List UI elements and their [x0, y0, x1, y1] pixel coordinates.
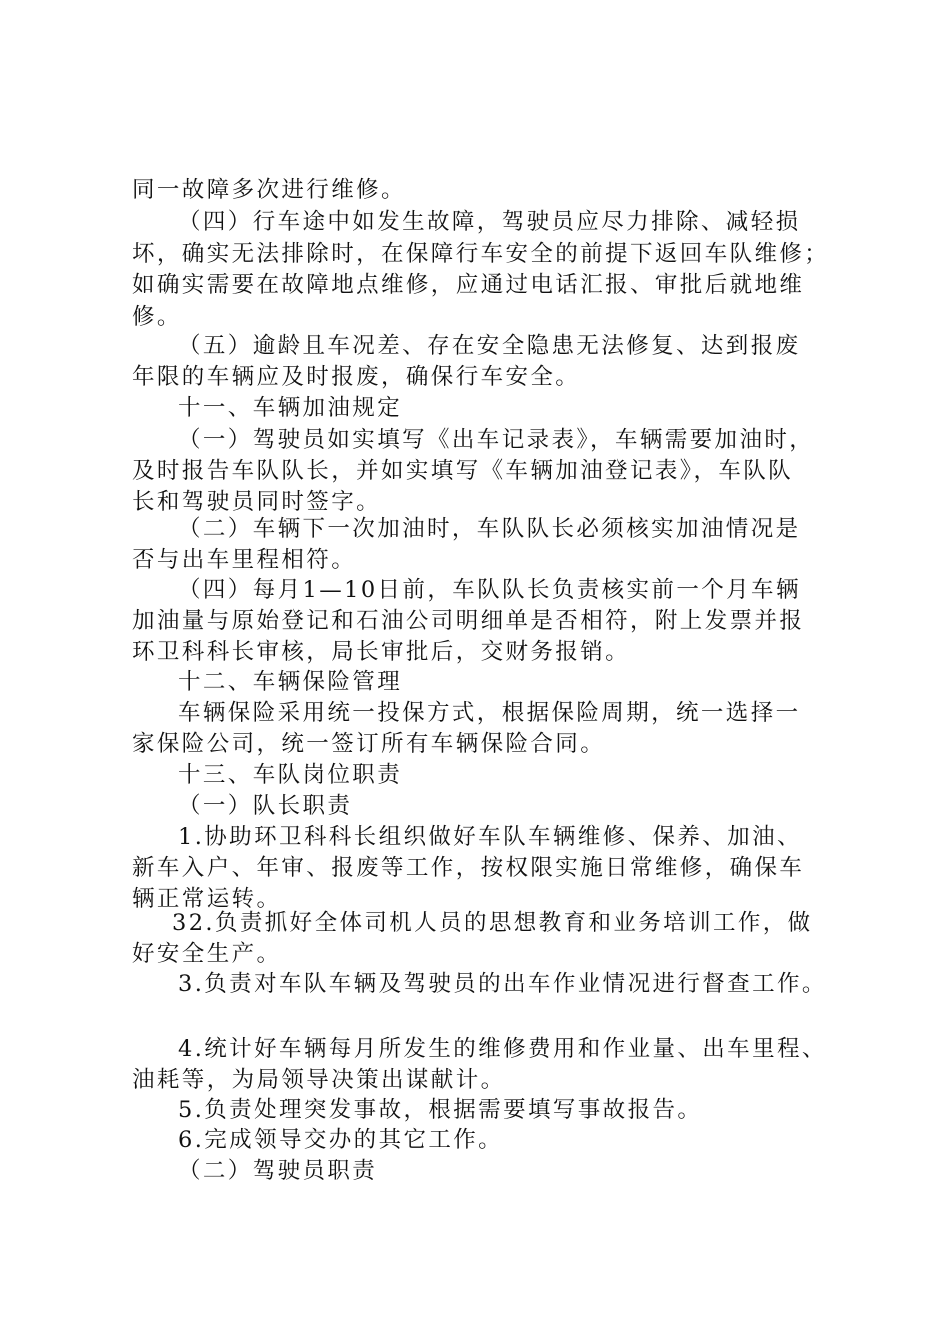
text-line: 车辆保险采用统一投保方式，根据保险周期，统一选择一: [178, 700, 801, 726]
subsection-heading: （一）队长职责: [178, 793, 353, 819]
subsection-heading: （二）驾驶员职责: [178, 1158, 378, 1184]
text-line: 坏，确实无法排除时，在保障行车安全的前提下返回车队维修；: [132, 241, 830, 267]
text-line: 年限的车辆应及时报废，确保行车安全。: [132, 364, 581, 390]
list-item: 4.统计好车辆每月所发生的维修费用和作业量、出车里程、: [178, 1036, 827, 1062]
text-line: 同一故障多次进行维修。: [132, 177, 406, 203]
text-line: （一）驾驶员如实填写《出车记录表》，车辆需要加油时，: [178, 427, 815, 453]
text-line: 长和驾驶员同时签字。: [132, 489, 382, 515]
list-item: 6.完成领导交办的其它工作。: [178, 1127, 504, 1153]
text-line: 加油量与原始登记和石油公司明细单是否相符，附上发票并报: [132, 608, 805, 634]
list-item: 32.负责抓好全体司机人员的思想教育和业务培训工作，做: [172, 910, 813, 936]
text-line: 好安全生产。: [132, 941, 282, 967]
text-line: 油耗等，为局领导决策出谋献计。: [132, 1067, 506, 1093]
text-line: 及时报告车队队长，并如实填写《车辆加油登记表》，车队队: [132, 458, 794, 484]
list-item: 1.协助环卫科科长组织做好车队车辆维修、保养、加油、: [178, 824, 802, 850]
text-line: （四）每月1—10日前，车队队长负责核实前一个月车辆: [178, 577, 801, 603]
text-line: 新车入户、年审、报废等工作，按权限实施日常维修，确保车: [132, 855, 805, 881]
text-line: （二）车辆下一次加油时，车队队长必须核实加油情况是: [178, 516, 801, 542]
list-item: 5.负责处理突发事故，根据需要填写事故报告。: [178, 1097, 703, 1123]
text-line: 家保险公司，统一签订所有车辆保险合同。: [132, 731, 606, 757]
list-item: 3.负责对车队车辆及驾驶员的出车作业情况进行督查工作。: [178, 971, 827, 997]
text-line: 修。: [132, 304, 182, 330]
text-line: 环卫科科长审核，局长审批后，交财务报销。: [132, 639, 631, 665]
text-line: 辆正常运转。: [132, 886, 282, 912]
text-line: 否与出车里程相符。: [132, 547, 357, 573]
text-line: 如确实需要在故障地点维修，应通过电话汇报、审批后就地维: [132, 272, 805, 298]
section-heading: 十三、车队岗位职责: [178, 762, 403, 788]
text-line: （四）行车途中如发生故障，驾驶员应尽力排除、减轻损: [178, 209, 801, 235]
section-heading: 十二、车辆保险管理: [178, 669, 403, 695]
section-heading: 十一、车辆加油规定: [178, 395, 403, 421]
text-line: （五）逾龄且车况差、存在安全隐患无法修复、达到报废: [178, 333, 801, 359]
